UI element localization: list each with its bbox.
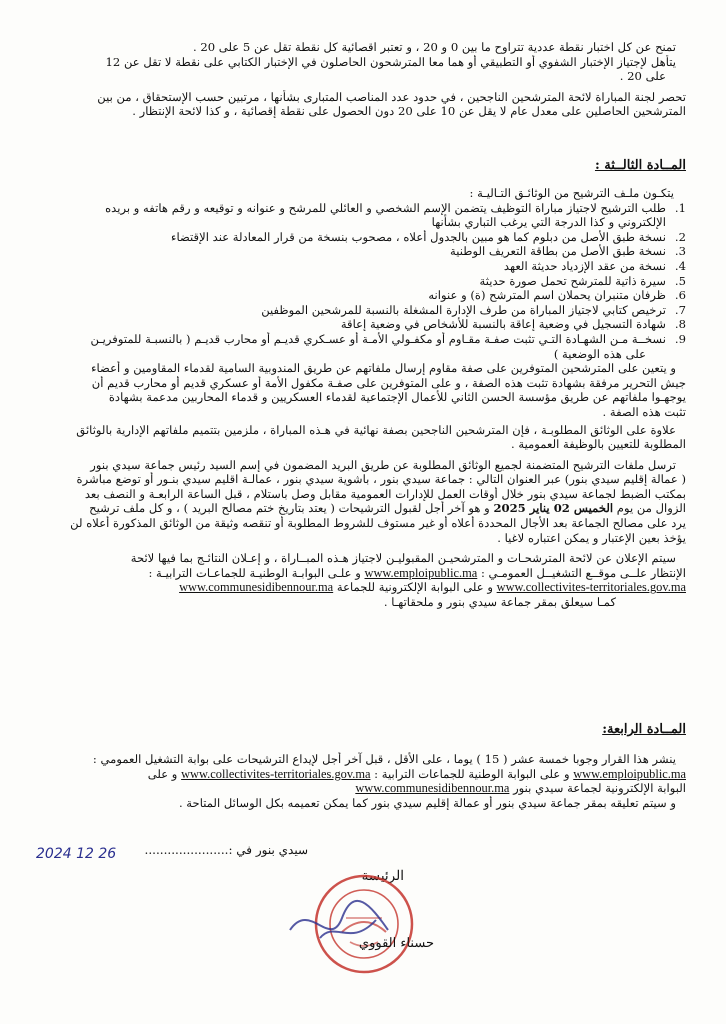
commune-link[interactable]: www.communesidibennour.ma [355, 781, 510, 796]
list-item: 3. نسخة طبق الأصل من بطاقة التعريف الوطنية [450, 244, 686, 259]
collectivites-link[interactable]: www.collectivites-territoriales.gov.ma [496, 580, 686, 595]
paragraph-line: ( عمالة إقليم سيدي بنور) عبر العنوان التالي : جماعة سيدي بنور ، باشوية سيدي بنور ، عمالـة اقليم سيدي بنـور أو توضع مباشرة [76, 472, 686, 487]
paragraph-line: الزوال من يوم الخميس 02 يناير 2025 و هو آخر أجل لقبول الترشيحات ( يعتد بتاريخ ختم مصالح البريد ) ، و كل ملف ترشيح [89, 501, 686, 516]
intro-line: يتأهل لإجتياز الإختبار الشفوي أو التطبيقي أو هما معا المترشحون الحاصلون في الإختبار الكتابي على نقطة لا تقل عن 12 [105, 54, 676, 69]
paragraph-line: www.collectivites-territoriales.gov.ma و على البوابة الإلكترونية للجماعة www.communesidibennour.ma [179, 580, 686, 595]
article-3-lead: يتكـون ملـف الترشيح من الوثائـق التـاليـة : [469, 186, 674, 200]
place-date: سيدي بنور في :...................... [144, 843, 308, 857]
paragraph-line: و يتعين على المترشحين المتوفرين على صفة مقاوم إرسال ملفاتهم عن طريق المندوبية السامية لقدماء المقاومين و أعضاء [91, 361, 676, 376]
deadline-date: الخميس 02 يناير 2025 [493, 501, 614, 516]
paragraph-line: تثبت هذه الصفة . [602, 404, 686, 419]
paragraph-line: المطلوبة للتعيين بالوظيفة العمومية . [511, 437, 686, 452]
emploipublic-link[interactable]: www.emploipublic.ma [573, 766, 686, 781]
paragraph-line: بمكتب الضبط لجماعة سيدي بنور خلال أوقات العمل للإدارات العمومية مقابل وصل باستلام ، قبل الساعة الرابعـة و النصف بعد [84, 486, 686, 501]
intro-section [36, 40, 686, 119]
collectivites-link[interactable]: www.collectivites-territoriales.gov.ma [181, 766, 371, 781]
paragraph-line: www.emploipublic.ma و على البوابة الوطنية للجماعات الترابية : www.collectivites-territoriales.gov.ma و على [147, 766, 686, 781]
paragraph-line: يوجهـوا ملفاتهم عن طريق مؤسسة الحسن الثاني للأعمال الإجتماعية لقدماء العسكريين و قدماء المحاربين مدعمة بشهادة [108, 390, 686, 405]
list-item: 2. نسخة طبق الأصل من دبلوم كما هو مبين بالجدول أعلاه ، مصحوب بنسخة من قرار المعادلة عند الإقتضاء [171, 229, 686, 244]
paragraph-line: كمـا سيعلق بمقر جماعة سيدي بنور و ملحقاتهـا . [383, 595, 616, 610]
intro-line: على 20 . [619, 69, 666, 84]
paragraph-line: و سيتم تعليقه بمقر جماعة سيدي بنور أو عمالة إقليم سيدي بنور كما يمكن تعميمه بكل الوسائل المتاحة . [178, 795, 676, 810]
article-4-title: المــادة الرابعة: [602, 722, 686, 737]
list-item: 1. طلب الترشيح لاجتياز مباراة التوظيف يتضمن الإسم الشخصي و العائلي للمرشح و عنوانه و توقيعه و رقم هاتفه و بريده الإلكتروني و كذا الدرجة التي يرغب التباري بشأنها [105, 200, 686, 230]
handwritten-date [32, 838, 192, 868]
paragraph-line: جيش التحرير مرفقة بشهادة تثبت هذه الصفة ، و على المتوفرين على صفـة مكفول الأمة أو عسكري قديم أو محارب قديم أن [91, 375, 686, 390]
list-item: 6. ظرفان متنبران يحملان اسم المترشح (ة) و عنوانه [428, 288, 686, 303]
paragraph-line: ترسل ملفات الترشيح المتضمنة لجميع الوثائق المطلوبة عن طريق البريد المضمون في إسم السيد رئيس جماعة سيدي بنور [90, 457, 676, 472]
list-item: 4. نسخة من عقد الإزدياد حديثة العهد [503, 258, 686, 273]
article-3-title: المــادة الثالــثة : [594, 158, 686, 173]
list-item: 7. ترخيص كتابي لاجتياز المباراة من طرف الإدارة المشغلة بالنسبة للمرشحين الموظفين [261, 302, 686, 317]
article-3-body [36, 186, 686, 610]
signatory-name: حسناء القووي [358, 936, 434, 951]
paragraph-line: الإنتظار علــى موقــع التشغيــل العمومـي : www.emploipublic.ma و علـى البوابـة الوطنيـة للجماعـات الترابيـة : [148, 565, 686, 580]
documents-list [36, 201, 686, 362]
article-4-body [36, 752, 686, 810]
handwritten-date-text: 2024 12 26 [36, 846, 117, 862]
paragraph-line: يؤخذ بعين الإعتبار و يمكن اعتباره لاغيا . [497, 530, 686, 545]
intro-line: تمنح عن كل اختبار نقطة عددية تتراوح ما بين 0 و 20 ، و تعتبر اقصائية كل نقطة تقل عن 5 على 20 . [192, 40, 676, 54]
list-item: 5. سيرة ذاتية للمترشح تحمل صورة حديثة [479, 273, 686, 288]
paragraph-line: يرد على مصالح الجماعة بعد الأجال المحددة أعلاه أو غير مستوف للشروط المطلوبة أو تنقصه وثيقة من الوثائق المذكورة أعلاه لن [70, 516, 686, 531]
list-item: 8. شهادة التسجيل في وضعية إعاقة بالنسبة للأشخاص في وضعية إعاقة [340, 317, 686, 332]
intro-line: المترشحين الحاصلين على معدل عام لا يقل عن 10 على 20 دون الحصول على نقطة إقصائية ، و كذا لائحة الإنتظار . [132, 104, 686, 119]
paragraph-line: سيتم الإعلان عن لائحة المترشحـات و المترشحيـن المقبوليـن لاجتياز هـذه المبــاراة ، و إعـلان النتائـج بما فيها لائحة [130, 551, 676, 566]
paragraph-line: ينشر هذا القرار وجوبا خمسة عشر ( 15 ) يوما ، على الأقل ، قبل آخر أجل لإيداع الترشيحات على بوابة التشغيل العمومي : [92, 752, 676, 766]
paragraph-line: البوابة الإلكترونية لجماعة سيدي بنور www.communesidibennour.ma [355, 781, 686, 796]
commune-link[interactable]: www.communesidibennour.ma [179, 580, 334, 595]
intro-line: تحصر لجنة المباراة لائحة المترشحين الناجحين ، في حدود عدد المناصب المتبارى بشأنها ، مرتبين حسب الإستحقاق ، من بين [97, 89, 686, 104]
signatory-title: الرئيسة [361, 868, 404, 884]
paragraph-line: علاوة على الوثائق المطلوبـة ، فإن المترشحين الناجحين بصفة نهائية في هـذه المباراة ، ملزمين بتتميم ملفاتهم الإدارية بالوثائق [76, 422, 676, 437]
list-item: 9. نسخــة مـن الشهـادة التـي تثبت صفـة مقـاوم أو مكفـولي الأمـة أو عسـكري قديـم أو محارب قديـم ( بالنسبـة للمتوفريـن على هذه الوضعية ) [90, 331, 686, 361]
emploipublic-link[interactable]: www.emploipublic.ma [364, 565, 478, 580]
